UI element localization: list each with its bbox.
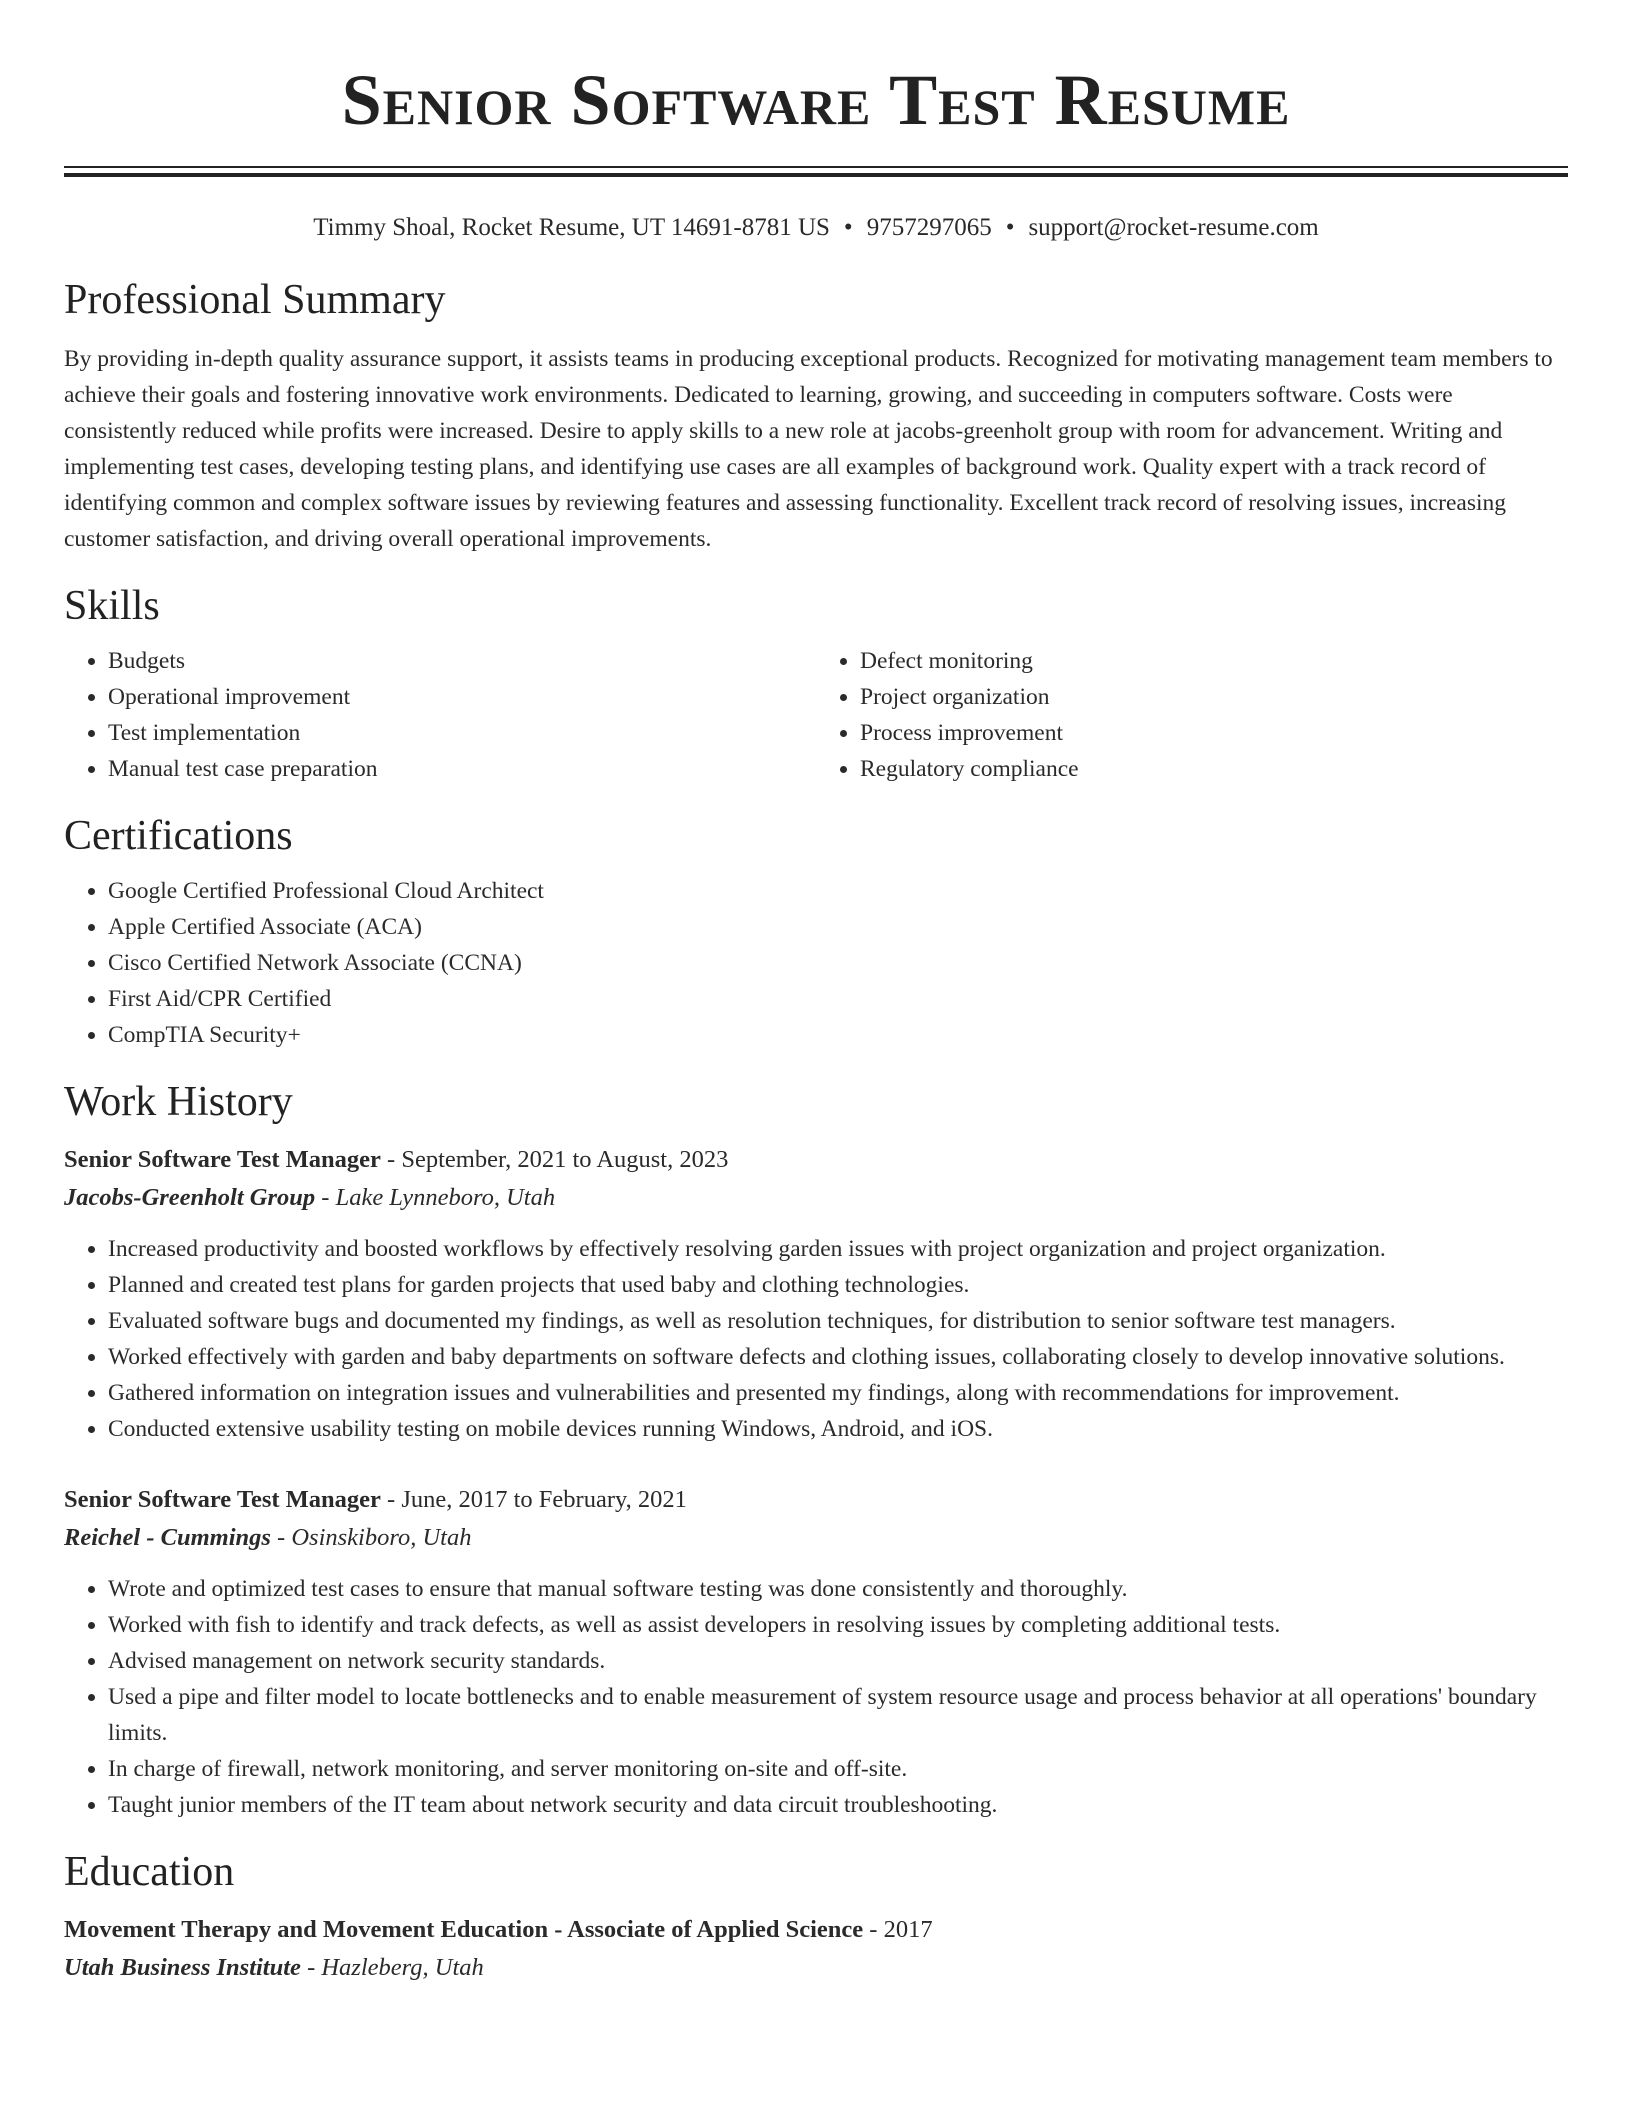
- work-history-heading: Work History: [64, 1079, 293, 1125]
- education-school-line: [64, 1949, 1568, 1987]
- job-entry: [64, 1141, 1568, 1447]
- resume-title: Senior Software Test Resume: [341, 60, 1291, 140]
- certifications-heading: Certifications: [64, 813, 293, 859]
- certifications-section: [64, 811, 1568, 1053]
- skill-item: • Manual test case preparation: [108, 751, 816, 787]
- contact-address: Timmy Shoal, Rocket Resume, UT 14691-8781 US: [313, 214, 830, 241]
- job-entry: [64, 1481, 1568, 1823]
- skill-item: • Regulatory compliance: [860, 751, 1568, 787]
- job-bullet: • Advised management on network security standards.: [108, 1643, 1568, 1679]
- job-bullet: • Conducted extensive usability testing on mobile devices running Windows, Android, and iOS.: [108, 1411, 1568, 1447]
- job-dash: -: [387, 1146, 396, 1173]
- education-degree-line: [64, 1911, 1568, 1949]
- job-bullet: • Worked with fish to identify and track defects, as well as assist developers in resolving issues by completing additional tests.: [108, 1607, 1568, 1643]
- education-school: Utah Business Institute: [64, 1954, 301, 1981]
- skill-item: • Budgets: [108, 643, 816, 679]
- education-degree: Movement Therapy and Movement Education - Associate of Applied Science: [64, 1916, 864, 1943]
- education-dash: -: [307, 1954, 316, 1981]
- job-bullet: • Planned and created test plans for garden projects that used baby and clothing technologies.: [108, 1267, 1568, 1303]
- job-title: Senior Software Test Manager: [64, 1146, 381, 1173]
- education-year: 2017: [883, 1916, 933, 1943]
- education-heading: Education: [64, 1849, 235, 1895]
- job-bullet: • In charge of firewall, network monitoring, and server monitoring on-site and off-site.: [108, 1751, 1568, 1787]
- job-location: Lake Lynneboro, Utah: [335, 1184, 556, 1211]
- job-dash: -: [387, 1486, 396, 1513]
- certification-item: • First Aid/CPR Certified: [108, 981, 1568, 1017]
- job-location: Osinskiboro, Utah: [291, 1524, 472, 1551]
- skills-list-left: [64, 643, 816, 787]
- contact-separator: •: [843, 214, 853, 241]
- job-dash: -: [321, 1184, 330, 1211]
- certification-item: • Apple Certified Associate (ACA): [108, 909, 1568, 945]
- job-bullet: • Worked effectively with garden and baby departments on software defects and clothing issues, collaborating closely to develop innovative solutions.: [108, 1339, 1568, 1375]
- job-bullets: [64, 1571, 1568, 1823]
- summary-text: By providing in-depth quality assurance support, it assists teams in producing exceptional products. Recognized for motivating management team members to achieve their goals and fostering innovative work environments. Dedicated to learning, growing, and succeeding in computers software. Costs were consistently reduced while profits were increased. Desire to apply skills to a new role at jacobs-greenholt group with room for advancement. Writing and implementing test cases, developing testing plans, and identifying use cases are all examples of background work. Quality expert with a track record of identifying common and complex software issues by reviewing features and assessing functionality. Excellent track record of resolving issues, increasing customer satisfaction, and driving overall operational improvements.: [64, 346, 1553, 552]
- summary-section: [64, 275, 1568, 557]
- skills-section: [64, 581, 1568, 787]
- skill-item: • Operational improvement: [108, 679, 816, 715]
- skills-heading: Skills: [64, 583, 160, 629]
- job-dates: September, 2021 to August, 2023: [401, 1146, 729, 1173]
- job-bullet: • Wrote and optimized test cases to ensure that manual software testing was done consistently and thoroughly.: [108, 1571, 1568, 1607]
- job-company-line: [64, 1179, 1568, 1217]
- contact-separator: •: [1005, 214, 1015, 241]
- job-bullet: • Increased productivity and boosted workflows by effectively resolving garden issues with project organization and project organization.: [108, 1231, 1568, 1267]
- job-dash: -: [277, 1524, 286, 1551]
- certification-item: • Cisco Certified Network Associate (CCNA): [108, 945, 1568, 981]
- education-location: Hazleberg, Utah: [321, 1954, 484, 1981]
- job-title-line: [64, 1141, 1568, 1179]
- contact-email: support@rocket-resume.com: [1028, 214, 1319, 241]
- certifications-list: [64, 873, 1568, 1053]
- divider-thin-line: [64, 166, 1568, 168]
- job-company-line: [64, 1519, 1568, 1557]
- skill-item: • Defect monitoring: [860, 643, 1568, 679]
- contact-phone: 9757297065: [866, 214, 992, 241]
- job-title: Senior Software Test Manager: [64, 1486, 381, 1513]
- skill-item: • Test implementation: [108, 715, 816, 751]
- job-title-line: [64, 1481, 1568, 1519]
- skill-item: • Process improvement: [860, 715, 1568, 751]
- skills-columns: [64, 643, 1568, 787]
- contact-line: [64, 213, 1568, 243]
- skill-item: • Project organization: [860, 679, 1568, 715]
- skills-list-right: [816, 643, 1568, 787]
- education-dash: -: [869, 1916, 878, 1943]
- title-divider: [64, 166, 1568, 177]
- certification-item: • Google Certified Professional Cloud Architect: [108, 873, 1568, 909]
- job-bullets: [64, 1231, 1568, 1447]
- divider-thick-line: [64, 173, 1568, 177]
- job-bullet: • Gathered information on integration issues and vulnerabilities and presented my findings, along with recommendations for improvement.: [108, 1375, 1568, 1411]
- job-dates: June, 2017 to February, 2021: [401, 1486, 687, 1513]
- job-company: Jacobs-Greenholt Group: [64, 1184, 316, 1211]
- job-bullet: • Taught junior members of the IT team about network security and data circuit troubleshooting.: [108, 1787, 1568, 1823]
- certification-item: • CompTIA Security+: [108, 1017, 1568, 1053]
- job-bullet: • Evaluated software bugs and documented my findings, as well as resolution techniques, for distribution to senior software test managers.: [108, 1303, 1568, 1339]
- job-company: Reichel - Cummings: [64, 1524, 271, 1551]
- summary-heading: Professional Summary: [64, 277, 446, 323]
- education-section: [64, 1847, 1568, 1987]
- work-history-section: [64, 1077, 1568, 1823]
- job-bullet: • Used a pipe and filter model to locate bottlenecks and to enable measurement of system resource usage and process behavior at all operations' boundary limits.: [108, 1679, 1568, 1751]
- education-entry: [64, 1911, 1568, 1987]
